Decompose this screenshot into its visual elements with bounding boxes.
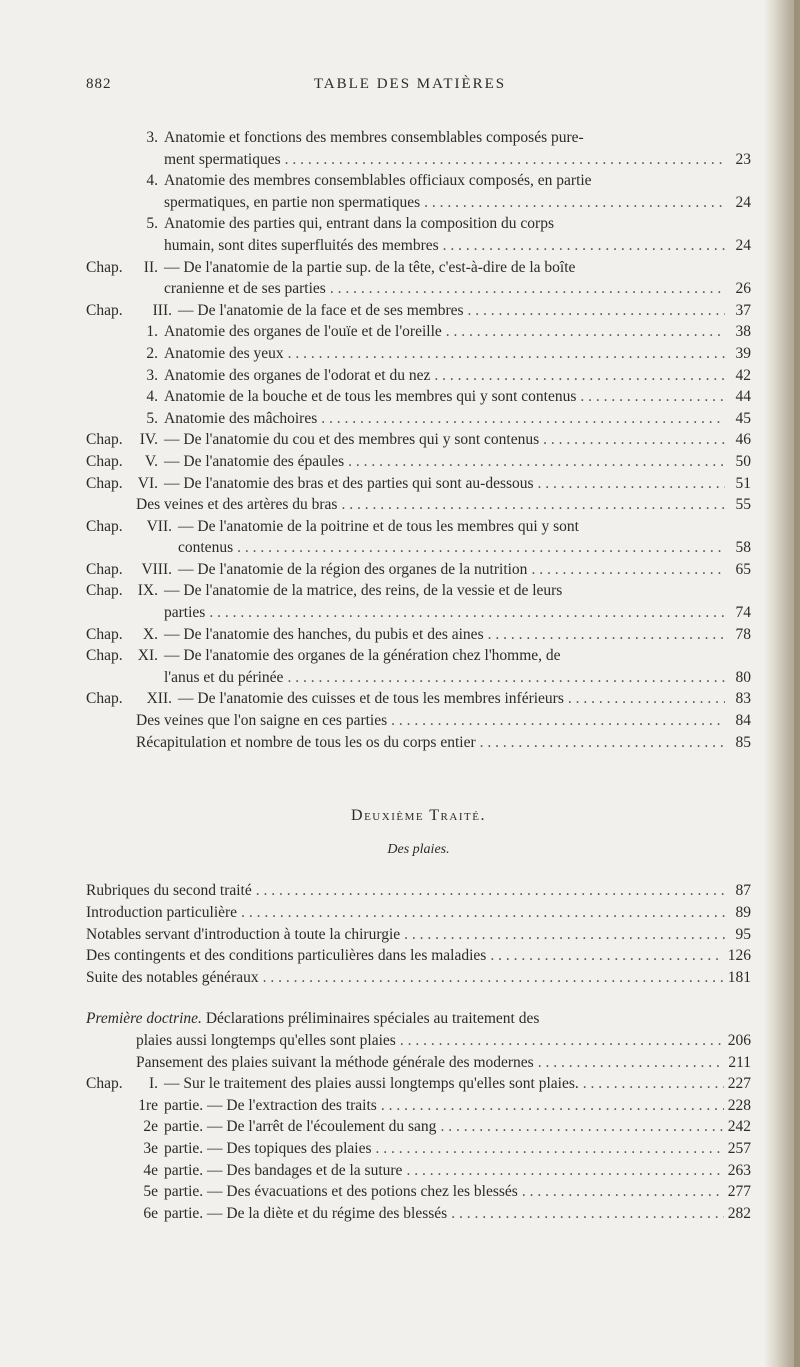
leader-dots (434, 365, 725, 387)
toc-text: Des contingents et des conditions particulières dans les maladies (86, 947, 487, 965)
page-number: 882 (86, 76, 112, 92)
toc-entry (86, 902, 751, 924)
toc-entry (86, 408, 751, 430)
toc-number: 3. (146, 129, 158, 146)
toc-line (164, 1095, 751, 1117)
toc-page: 44 (735, 388, 751, 406)
toc-page: 227 (727, 1075, 751, 1093)
toc-chapter-lead: Chap. (86, 258, 123, 276)
toc-entry (86, 710, 751, 732)
toc-text: — De l'anatomie de la région des organes de la nutrition (178, 560, 528, 578)
toc-page: 50 (735, 452, 751, 470)
leader-dots (583, 1073, 724, 1095)
toc-number: VII. (146, 517, 172, 535)
toc-page: 211 (728, 1053, 751, 1071)
toc-number: 2e (143, 1118, 158, 1136)
toc-entry (86, 321, 751, 343)
toc-text: partie. — Des évacuations et des potions chez les blessés (164, 1183, 518, 1201)
toc-number: IV. (139, 431, 158, 449)
toc-line (164, 602, 751, 624)
toc-line (164, 278, 751, 300)
leader-dots (490, 945, 723, 967)
toc-number: 4. (146, 172, 158, 190)
toc-entry (86, 365, 751, 387)
toc-line (164, 149, 751, 171)
toc-page: 228 (727, 1096, 751, 1114)
toc-number: 4. (146, 388, 158, 406)
leader-dots (543, 429, 725, 451)
toc-text: — De l'anatomie des épaules (164, 452, 345, 470)
leader-dots (209, 602, 725, 624)
leader-dots (404, 924, 725, 946)
toc-chapter-lead: Chap. (86, 452, 123, 470)
leader-dots (287, 667, 725, 689)
toc-page: 23 (735, 150, 751, 168)
toc-line (164, 1073, 751, 1095)
leader-dots (538, 1052, 725, 1074)
section-title: Deuxième Traité. (351, 807, 486, 825)
toc-entry (86, 688, 751, 710)
toc-text: — De l'anatomie de la partie sup. de la tête, c'est-à-dire de la boîte (164, 258, 576, 276)
toc-line (178, 537, 751, 559)
toc-line (164, 213, 751, 235)
leader-dots (424, 192, 725, 214)
toc-chapter-lead: Chap. (86, 560, 123, 578)
toc-page: 78 (735, 625, 751, 643)
toc-page: 277 (727, 1183, 751, 1201)
toc-chapter-lead: Chap. (86, 1075, 123, 1093)
toc-text: — Sur le traitement des plaies aussi longtemps qu'elles sont plaies. (164, 1075, 579, 1093)
toc-line (86, 1008, 751, 1030)
toc-number: 3e (143, 1139, 158, 1157)
toc-line (164, 170, 751, 192)
table-of-contents (86, 127, 751, 1224)
toc-entry (86, 257, 751, 300)
toc-number: XII. (146, 690, 172, 708)
toc-entry (86, 559, 751, 581)
toc-text: Anatomie des mâchoires (164, 409, 318, 427)
toc-entry (86, 429, 751, 451)
leader-dots (468, 300, 725, 322)
toc-text: Des veines et des artères du bras (136, 496, 338, 514)
toc-text: partie. — De la diète et du régime des blessés (164, 1204, 448, 1222)
toc-chapter-lead: Chap. (86, 431, 123, 449)
toc-text: Pansement des plaies suivant la méthode générale des modernes (136, 1053, 534, 1071)
toc-text: partie. — De l'arrêt de l'écoulement du sang (164, 1118, 437, 1136)
toc-number: 5. (146, 409, 158, 427)
toc-chapter-lead: Chap. (86, 582, 123, 600)
leader-dots (480, 732, 725, 754)
toc-number: 5e (143, 1183, 158, 1201)
toc-line (164, 580, 751, 602)
toc-page: 282 (727, 1204, 751, 1222)
toc-page: 83 (735, 690, 751, 708)
toc-page: 26 (735, 280, 751, 298)
toc-entry (86, 1095, 751, 1117)
toc-page: 257 (727, 1139, 751, 1157)
toc-line (164, 1181, 751, 1203)
toc-line (136, 1052, 751, 1074)
toc-page: 38 (735, 323, 751, 341)
toc-entry (86, 386, 751, 408)
toc-line (164, 473, 751, 495)
toc-entry (86, 213, 751, 256)
toc-text: — De l'anatomie de la poitrine et de tous les membres qui y sont (178, 517, 579, 535)
toc-page: 65 (735, 560, 751, 578)
toc-text: partie. — Des topiques des plaies (164, 1139, 372, 1157)
toc-text: Anatomie des organes de l'odorat et du nez (164, 366, 431, 384)
toc-entry (86, 945, 751, 967)
leader-dots (538, 473, 725, 495)
leader-dots (391, 710, 725, 732)
toc-text: ment spermatiques (164, 150, 281, 168)
toc-chapter-lead: Chap. (86, 690, 123, 708)
toc-page: 37 (735, 301, 751, 319)
toc-page: 80 (735, 668, 751, 686)
toc-number: I. (148, 1075, 158, 1093)
leader-dots (443, 235, 725, 257)
toc-text: Anatomie et fonctions des membres consemblables composés pure- (164, 129, 584, 146)
toc-text: humain, sont dites superfluités des membres (164, 236, 439, 254)
running-title: TABLE DES MATIÈRES (313, 76, 507, 92)
toc-page: 51 (735, 474, 751, 492)
toc-entry (86, 494, 751, 516)
toc-chapter-lead: Chap. (86, 474, 123, 492)
toc-entry (86, 1203, 751, 1225)
toc-text: Rubriques du second traité (86, 882, 252, 900)
toc-line (178, 300, 751, 322)
toc-text: — De l'anatomie des hanches, du pubis et des aines (164, 625, 484, 643)
toc-number: 2. (146, 344, 158, 362)
leader-dots (330, 278, 725, 300)
toc-line (164, 645, 751, 667)
toc-text: — De l'anatomie de la matrice, des reins, de la vessie et de leurs (164, 582, 563, 600)
toc-page: 24 (735, 193, 751, 211)
toc-page: 46 (735, 431, 751, 449)
toc-number: VI. (137, 474, 158, 492)
toc-line (164, 1160, 751, 1182)
toc-entry (86, 967, 751, 989)
toc-entry (86, 1116, 751, 1138)
toc-line (164, 1203, 751, 1225)
toc-entry (86, 1181, 751, 1203)
toc-page: 206 (727, 1031, 751, 1049)
leader-dots (256, 880, 725, 902)
toc-text: parties (164, 604, 206, 622)
toc-line (136, 710, 751, 732)
toc-page: 87 (735, 882, 751, 900)
toc-entry (86, 924, 751, 946)
leader-dots (446, 321, 725, 343)
toc-chapter-lead: Chap. (86, 517, 123, 535)
toc-text: Anatomie des membres consemblables officiaux composés, en partie (164, 172, 592, 190)
toc-text: Anatomie des organes de l'ouïe et de l'oreille (164, 323, 442, 341)
toc-entry (86, 880, 751, 902)
toc-line (164, 451, 751, 473)
toc-page: 55 (735, 496, 751, 514)
toc-line (164, 365, 751, 387)
toc-text: spermatiques, en partie non spermatiques (164, 193, 421, 211)
toc-entry (86, 1073, 751, 1095)
toc-line (178, 559, 751, 581)
toc-number: V. (144, 452, 158, 470)
toc-text: Suite des notables généraux (86, 968, 259, 986)
toc-text: Anatomie des parties qui, entrant dans la composition du corps (164, 215, 554, 233)
toc-line (164, 235, 751, 257)
toc-line (164, 667, 751, 689)
doctrine-text-cont: plaies aussi longtemps qu'elles sont plaies (136, 1031, 396, 1049)
toc-entry (86, 170, 751, 213)
toc-number: III. (152, 301, 172, 319)
toc-entry-doctrine (86, 1008, 751, 1051)
leader-dots (285, 149, 725, 171)
toc-line (164, 321, 751, 343)
toc-line (164, 192, 751, 214)
toc-line (178, 516, 751, 538)
toc-page: 89 (735, 904, 751, 921)
toc-number: X. (142, 625, 158, 643)
toc-page: 39 (735, 344, 751, 362)
toc-entry (86, 1052, 751, 1074)
toc-number: 3. (146, 366, 158, 384)
toc-entry (86, 580, 751, 623)
page-header (0, 76, 800, 96)
toc-entry (86, 624, 751, 646)
leader-dots (375, 1138, 723, 1160)
toc-number: IX. (137, 582, 158, 600)
toc-chapter-lead: Chap. (86, 301, 123, 319)
doctrine-label: Première doctrine. (86, 1010, 202, 1028)
toc-number: VIII. (141, 560, 172, 578)
toc-line (164, 1138, 751, 1160)
doctrine-text: Déclarations préliminaires spéciales au traitement des (205, 1010, 540, 1028)
toc-page: 126 (727, 947, 751, 965)
leader-dots (321, 408, 725, 430)
toc-text: Anatomie de la bouche et de tous les membres qui y sont contenus (164, 388, 577, 406)
toc-entry (86, 343, 751, 365)
toc-group-chapters (86, 1052, 751, 1225)
toc-line (178, 688, 751, 710)
toc-page: 42 (735, 366, 751, 384)
leader-dots (263, 967, 724, 989)
toc-page: 85 (735, 733, 751, 751)
toc-text: l'anus et du périnée (164, 668, 284, 686)
toc-line (164, 343, 751, 365)
leader-dots (381, 1095, 724, 1117)
toc-text: contenus (178, 539, 234, 557)
toc-line (164, 386, 751, 408)
toc-group-wounds (86, 880, 751, 988)
toc-chapter-lead: Chap. (86, 647, 123, 665)
toc-text: Notables servant d'introduction à toute la chirurgie (86, 925, 401, 943)
toc-text: partie. — De l'extraction des traits (164, 1096, 377, 1114)
toc-text: Introduction particulière (86, 904, 238, 921)
toc-entry (86, 451, 751, 473)
toc-line (164, 429, 751, 451)
toc-page: 181 (727, 968, 751, 986)
toc-number: 4e (143, 1161, 158, 1179)
toc-page: 45 (735, 409, 751, 427)
leader-dots (237, 537, 725, 559)
leader-dots (580, 386, 725, 408)
leader-dots (341, 494, 725, 516)
toc-number: II. (143, 258, 158, 276)
toc-text: — De l'anatomie de la face et de ses membres (178, 301, 464, 319)
leader-dots (451, 1203, 724, 1225)
leader-dots (400, 1030, 724, 1052)
leader-dots (288, 343, 725, 365)
toc-chapter-lead: Chap. (86, 625, 123, 643)
toc-entry (86, 645, 751, 688)
leader-dots (568, 688, 725, 710)
section-subtitle: Des plaies. (387, 841, 450, 857)
leader-dots (241, 902, 725, 924)
toc-text: cranienne et de ses parties (164, 280, 326, 298)
toc-number: 1. (146, 323, 158, 341)
toc-number: 1re (138, 1096, 158, 1114)
toc-line (164, 257, 751, 279)
leader-dots (440, 1116, 723, 1138)
leader-dots (406, 1160, 723, 1182)
toc-number: 5. (146, 215, 158, 233)
toc-entry (86, 300, 751, 322)
toc-text: Récapitulation et nombre de tous les os du corps entier (136, 733, 476, 751)
toc-line (164, 1116, 751, 1138)
toc-line (86, 1030, 751, 1052)
toc-text: — De l'anatomie des cuisses et de tous les membres inférieurs (178, 690, 564, 708)
toc-entry (86, 732, 751, 754)
leader-dots (522, 1181, 724, 1203)
toc-page: 95 (735, 925, 751, 943)
toc-text: — De l'anatomie des organes de la génération chez l'homme, de (164, 647, 561, 665)
toc-number: XI. (137, 647, 158, 665)
toc-line (164, 127, 751, 149)
toc-text: Anatomie des yeux (164, 344, 284, 362)
toc-page: 84 (735, 712, 751, 730)
toc-entry (86, 1160, 751, 1182)
toc-entry (86, 473, 751, 495)
toc-number: 6e (143, 1204, 158, 1222)
toc-entry (86, 127, 751, 170)
toc-page: 24 (735, 236, 751, 254)
toc-line (164, 624, 751, 646)
leader-dots (488, 624, 725, 646)
toc-text: Des veines que l'on saigne en ces parties (136, 712, 388, 730)
toc-page: 74 (735, 604, 751, 622)
toc-text: — De l'anatomie des bras et des parties qui sont au-dessous (164, 474, 534, 492)
leader-dots (348, 451, 725, 473)
toc-page: 242 (727, 1118, 751, 1136)
toc-line (136, 732, 751, 754)
toc-group-anatomy (86, 127, 751, 753)
toc-text: — De l'anatomie du cou et des membres qui y sont contenus (164, 431, 540, 449)
toc-text: partie. — Des bandages et de la suture (164, 1161, 403, 1179)
leader-dots (531, 559, 725, 581)
toc-entry (86, 516, 751, 559)
toc-line (136, 494, 751, 516)
page-edge-binding (794, 0, 800, 1367)
toc-entry (86, 1138, 751, 1160)
toc-line (164, 408, 751, 430)
toc-page: 58 (735, 539, 751, 557)
toc-page: 263 (727, 1161, 751, 1179)
